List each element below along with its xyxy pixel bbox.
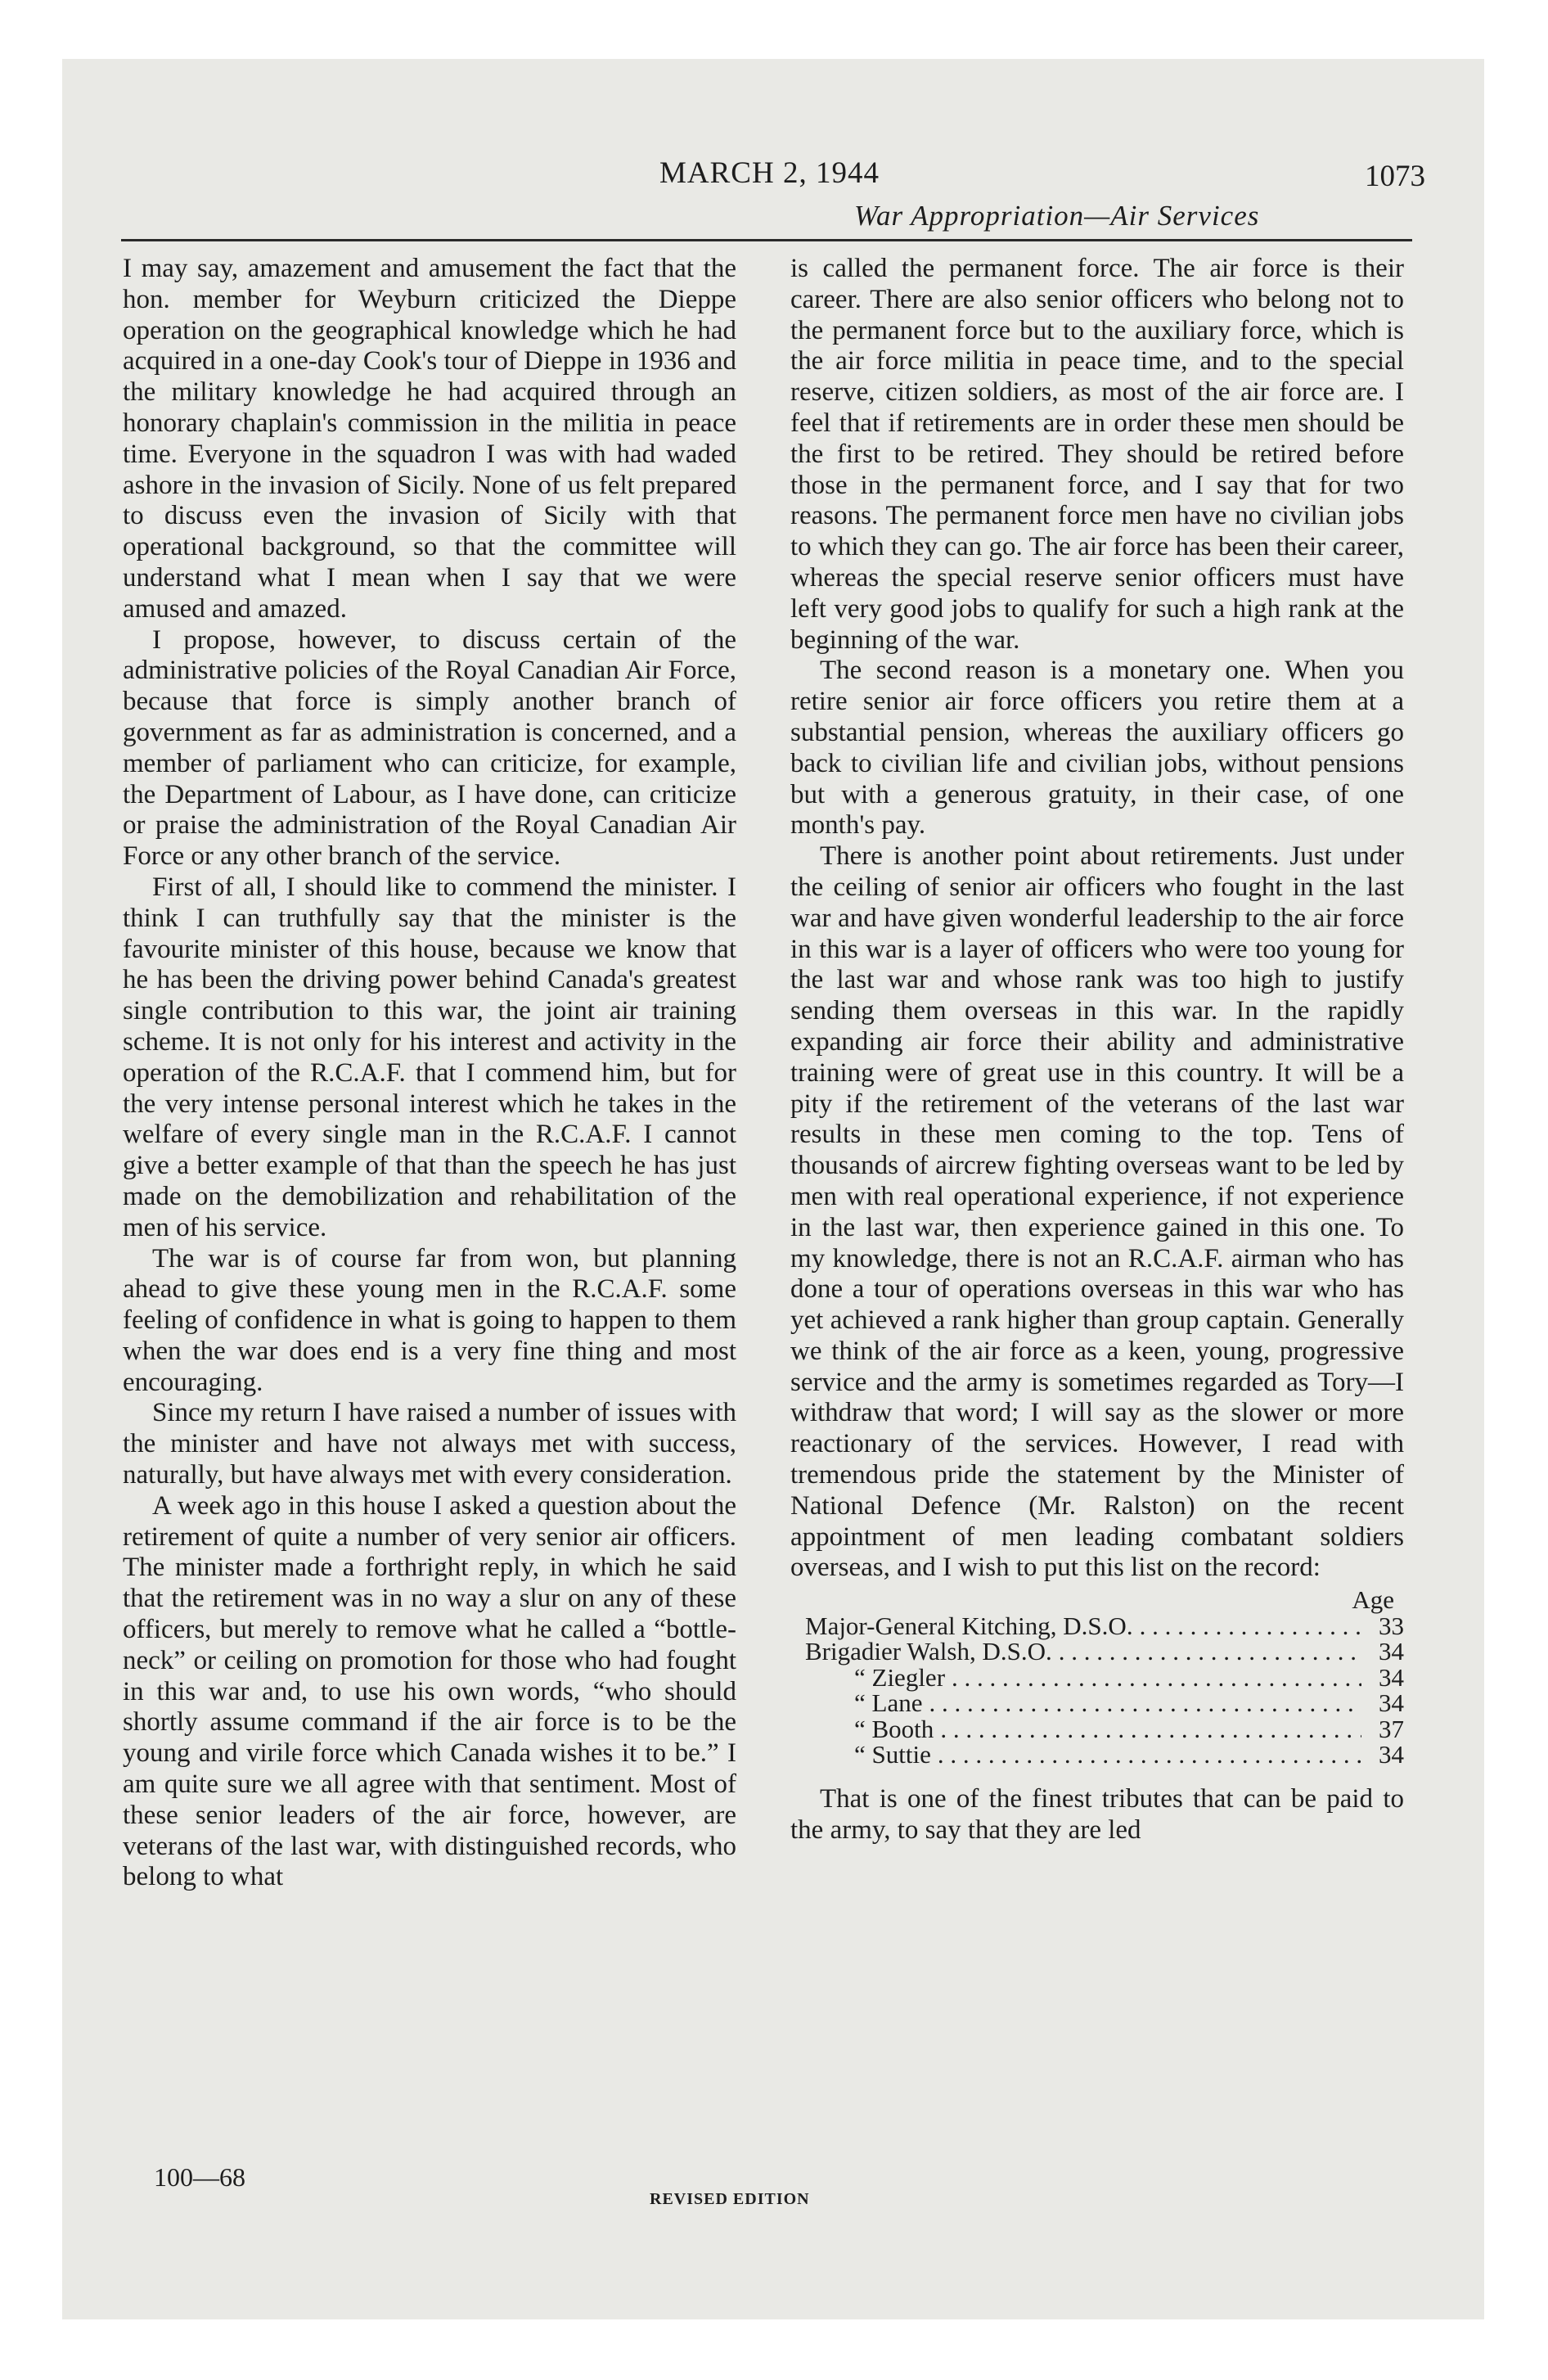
officer-age: 34 (1379, 1688, 1404, 1718)
list-item (805, 1716, 1404, 1742)
paragraph: A week ago in this house I asked a question about the retirement of quite a number of very senior air officers. The minister made a forthright reply, in which he said that the retirement was in no way a slur on any of these officers, but merely to remove what he called a “bottle-neck” or ceiling on promotion for those who had fought in this war and, to use his own words, “who should shortly assume command if the air force is to be the young and virile force which Canada wishes it to be.” I am quite sure we all agree with that sentiment. Most of these senior leaders of the air force, however, are veterans of the last war, with distinguished records, who belong to what (123, 1490, 736, 1892)
list-item (805, 1742, 1404, 1768)
paragraph: The second reason is a monetary one. When you retire senior air force officers you retire them at a substantial pension, whereas the auxiliary officers go back to civilian life and civilian jobs, without pensions but with a generous gratuity, in their case, of one month's pay. (790, 656, 1404, 841)
leader-dots (940, 1716, 1361, 1742)
list-item (805, 1639, 1404, 1665)
leader-dots (929, 1690, 1361, 1716)
officer-name: “ Suttie (854, 1740, 931, 1769)
header-rule (121, 239, 1412, 241)
officer-age: 33 (1379, 1611, 1404, 1640)
leader-dots (1140, 1613, 1361, 1639)
paragraph: I propose, however, to discuss certain of the administrative policies of the Royal Canadian Air Force, because that force is simply another branch of government as far as administration is concerned, and a member of parliament who can criticize, for example, the Department of Labour, as I have done, can criticize or praise the administration of the Royal Canadian Air Force or any other branch of the service. (123, 624, 736, 872)
right-column (790, 254, 1404, 1846)
officer-age: 34 (1379, 1637, 1404, 1666)
officer-age: 37 (1379, 1714, 1404, 1743)
paragraph: I may say, amazement and amusement the fact that the hon. member for Weyburn criticized the Dieppe operation on the geographical knowledge which he had acquired in a one-day Cook's tour of Dieppe in 1936 and the military knowledge he had acquired through an honorary chaplain's commission in the militia in peace time. Everyone in the squadron I was with had waded ashore in the invasion of Sicily. None of us felt prepared to discuss even the invasion of Sicily with that operational background, so that the committee will understand what I mean when I say that we were amused and amazed. (123, 254, 736, 624)
officer-name: Major-General Kitching, D.S.O. (805, 1611, 1133, 1640)
page-subject: War Appropriation—Air Services (854, 200, 1260, 232)
hansard-page (62, 59, 1484, 2319)
officer-name: “ Lane (854, 1688, 923, 1718)
paragraph: is called the permanent force. The air force is their career. There are also senior officers who belong not to the permanent force but to the auxiliary force, which is the air force militia in peace time, and to the special reserve, citizen soldiers, as most of the air force are. I feel that if retirements are in order these men should be the first to be retired. They should be retired before those in the permanent force, and I say that for two reasons. The permanent force men have no civilian jobs to which they can go. The air force has been their career, whereas the special reserve senior officers must have left very good jobs to qualify for such a high rank at the beginning of the war. (790, 254, 1404, 655)
paragraph: First of all, I should like to commend the minister. I think I can truthfully say that the minister is the favourite minister of this house, because we know that he has been the driving power behind Canada's greatest single contribution to this war, the joint air training scheme. It is not only for his interest and activity in the operation of the R.C.A.F. that I commend him, but for the very intense personal interest which he takes in the welfare of every single man in the R.C.A.F. I cannot give a better example of that than the speech he has just made on the demobilization and rehabilitation of the men of his service. (123, 872, 736, 1242)
paragraph: The war is of course far from won, but planning ahead to give these young men in the R.C.A.F. some feeling of confidence in what is going to happen to them when the war does end is a very fine thing and most encouraging. (123, 1243, 736, 1397)
footer-edition: REVISED EDITION (650, 2190, 810, 2208)
officer-name: Brigadier Walsh, D.S.O. (805, 1637, 1052, 1666)
officer-age: 34 (1379, 1740, 1404, 1769)
page-number: 1073 (1365, 160, 1425, 193)
leader-dots (938, 1742, 1361, 1768)
footer-code: 100—68 (154, 2162, 245, 2192)
officer-list (790, 1587, 1404, 1768)
list-item (805, 1613, 1404, 1639)
paragraph: That is one of the finest tributes that can be paid to the army, to say that they are led (790, 1783, 1404, 1845)
age-column-header: Age (1352, 1585, 1394, 1615)
leader-dots (1059, 1639, 1361, 1665)
officer-name: “ Ziegler (854, 1662, 946, 1692)
officer-age: 34 (1379, 1662, 1404, 1692)
list-item (805, 1662, 1404, 1692)
paragraph: Since my return I have raised a number of issues with the minister and have not always met with success, naturally, but have always met with every consideration. (123, 1398, 736, 1490)
paragraph: There is another point about retirements. Just under the ceiling of senior air officers who fought in the last war and have given wonderful leadership to the air force in this war is a layer of officers who were too young for the last war and whose rank was too high to justify sending them overseas in this war. In the rapidly expanding air force their ability and administrative training were of great use in this country. It will be a pity if the retirement of the veterans of the last war results in these men coming to the top. Tens of thousands of aircrew fighting overseas want to be led by men with real operational experience, if not experience in the last war, then experience gained in this one. To my knowledge, there is not an R.C.A.F. airman who has done a tour of operations overseas in this war who has yet achieved a rank higher than group captain. Generally we think of the air force as a keen, young, progressive service and the army is sometimes regarded as Tory—I withdraw that word; I will say as the slower or more reactionary of the services. However, I read with tremendous pride the statement by the Minister of National Defence (Mr. Ralston) on the recent appointment of men leading combatant soldiers overseas, and I wish to put this list on the record: (790, 841, 1404, 1583)
list-item (805, 1690, 1404, 1716)
leader-dots (952, 1665, 1361, 1691)
officer-name: “ Booth (854, 1714, 934, 1743)
left-column (123, 254, 736, 1893)
page-date: MARCH 2, 1944 (659, 156, 880, 190)
